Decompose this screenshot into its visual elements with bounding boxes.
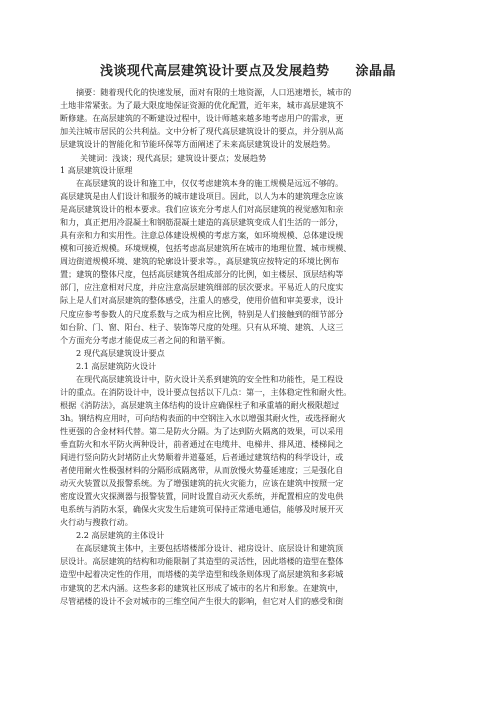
body-line: 高层建筑是由人们设计和服务的城市建设项目。因此，以人为本的建筑理念应该 <box>60 191 344 202</box>
body-line: 3h。钢结构应用时，可向结构表面的中空钢注入水以增强其耐火性，或选择耐火 <box>60 412 346 423</box>
body-line: 在高层建筑主体中，主要包括塔楼部分设计、裙房设计、底层设计和建筑顶 <box>76 543 344 554</box>
body-line: 部门，应注意相对尺度，并应注意高层建筑细部的层次要求。平易近人的尺度实 <box>60 282 344 293</box>
author-name: 涂晶晶 <box>355 64 397 79</box>
body-line: 密度设置火灾探测器与报警装置，同时设置自动灭火系统，并配置相应的发电供 <box>60 491 344 502</box>
body-line: 者使用耐火性极强材料的分隔形成隔离带，从而放慢火势蔓延速度；三是强化自 <box>60 465 344 476</box>
body-line: 市建筑的艺术内涵。这些多彩的建筑社区形成了城市的名片和形象。在建筑中， <box>60 582 344 593</box>
body-line: 如台阶、门、窗、阳台、柱子、装饰等尺度的处理。只有从环境、建筑、人这三 <box>60 321 344 332</box>
body-line: 动灭火装置以及报警系统。为了增强建筑的抗火灾能力，应该在建筑中按照一定 <box>60 478 344 489</box>
body-line: 造型中起着决定性的作用，而塔楼的美学造型和线条则体现了高层建筑和多彩城 <box>60 569 344 580</box>
body-line: 2 现代高层建筑设计要点 <box>76 347 165 358</box>
body-line: 性更强的合金材料代替。第二是防火分隔。为了达到防火隔离的效果，可以采用 <box>60 425 344 436</box>
body-line: 个方面充分考虑才能促成三者之间的和谐平衡。 <box>60 334 230 345</box>
body-line: 具有亲和力和实用性。注意总体建设规模的考虑方案，如环境规模、总体建设规 <box>60 230 344 241</box>
body-line: 电系统与消防水泵，确保火灾发生后建筑可保持正常通电通信，能够及时展开灭 <box>60 504 344 515</box>
body-line: 周边街道规模环境、建筑的轮廓设计要求等。，高层建筑应按特定的环境比例布 <box>60 256 340 267</box>
body-line: 在现代高层建筑设计中，防火设计关系到建筑的安全性和功能性，是工程设 <box>76 373 344 384</box>
abstract-line: 断修建。在高层建筑的不断建设过程中，设计师越来越多地考虑用户的需求，更 <box>60 113 344 124</box>
body-line: 2.1 高层建筑防火设计 <box>76 360 157 371</box>
abstract-line: 层建筑设计的智能化和节能环保等方面阐述了未来高层建筑设计的发展趋势。 <box>60 139 336 150</box>
paper-title: 浅谈现代高层建筑设计要点及发展趋势 <box>99 64 330 79</box>
body-line: 计的重点。在消防设计中，设计要点包括以下几点：第一，主体稳定性和耐火性。 <box>60 386 352 397</box>
body-line: 火行动与搜救行动。 <box>60 517 133 528</box>
keywords: 关键词：浅谈；现代高层；建筑设计要点；发展趋势 <box>80 153 267 163</box>
body-line: 垂直防火和水平防火两种设计，前者通过在电缆井、电梯井、排风道、楼梯间之 <box>60 438 344 449</box>
body-line: 是高层建筑设计的根本要求。我们应该充分考虑人们对高层建筑的视觉感知和亲 <box>60 204 344 215</box>
abstract <box>60 86 436 151</box>
body-line: 尺度应参考参数人的尺度系数与之成为相应比例，特别是人们接触到的细节部分 <box>60 308 344 319</box>
body-line: 尽管裙楼的设计不会对城市的三维空间产生很大的影响，但它对人们的感受和街 <box>60 595 344 606</box>
body-line: 和力，真正把用冷混凝土和钢筋混凝土建造的高层建筑变成人们生活的一部分， <box>60 217 344 228</box>
paper-title-row <box>0 60 496 79</box>
abstract-line: 摘要：随着现代化的快速发展，面对有限的土地资源，人口迅速增长，城市的 <box>76 87 352 97</box>
body-line: 模和可接近规模。环境规模，包括考虑高层建筑所在城市的地理位置、城市规模、 <box>60 243 352 254</box>
body-text <box>60 164 436 608</box>
body-line: 间进行竖向防火封堵防止火势顺着井道蔓延，后者通过建筑结构的科学设计，或 <box>60 452 344 463</box>
body-line: 层设计。高层建筑的结构和功能限制了其造型的灵活性，因此塔楼的造型在整体 <box>60 556 344 567</box>
body-line: 1 高层建筑设计原理 <box>60 165 133 175</box>
body-line: 在高层建筑的设计和施工中，仅仅考虑建筑本身的施工规模是远远不够的。 <box>76 178 344 189</box>
body-line: 际上是人们对高层建筑的整体感受，注重人的感受，使用价值和审美要求，设计 <box>60 295 344 306</box>
abstract-line: 土地非常紧张。为了最大限度地保证资源的优化配置，近年来，城市高层建筑不 <box>60 100 344 111</box>
body-line: 2.2 高层建筑的主体设计 <box>76 530 165 541</box>
abstract-line: 加关注城市居民的公共利益。文中分析了现代高层建筑设计的要点，并分别从高 <box>60 126 344 137</box>
body-line: 根据《消防法》，高层建筑主体结构的设计应确保柱子和承重墙的耐火极限超过 <box>60 399 340 410</box>
body-line: 置；建筑的整体尺度，包括高层建筑各组成部分的比例，如主楼层、顶层结构等 <box>60 269 344 280</box>
